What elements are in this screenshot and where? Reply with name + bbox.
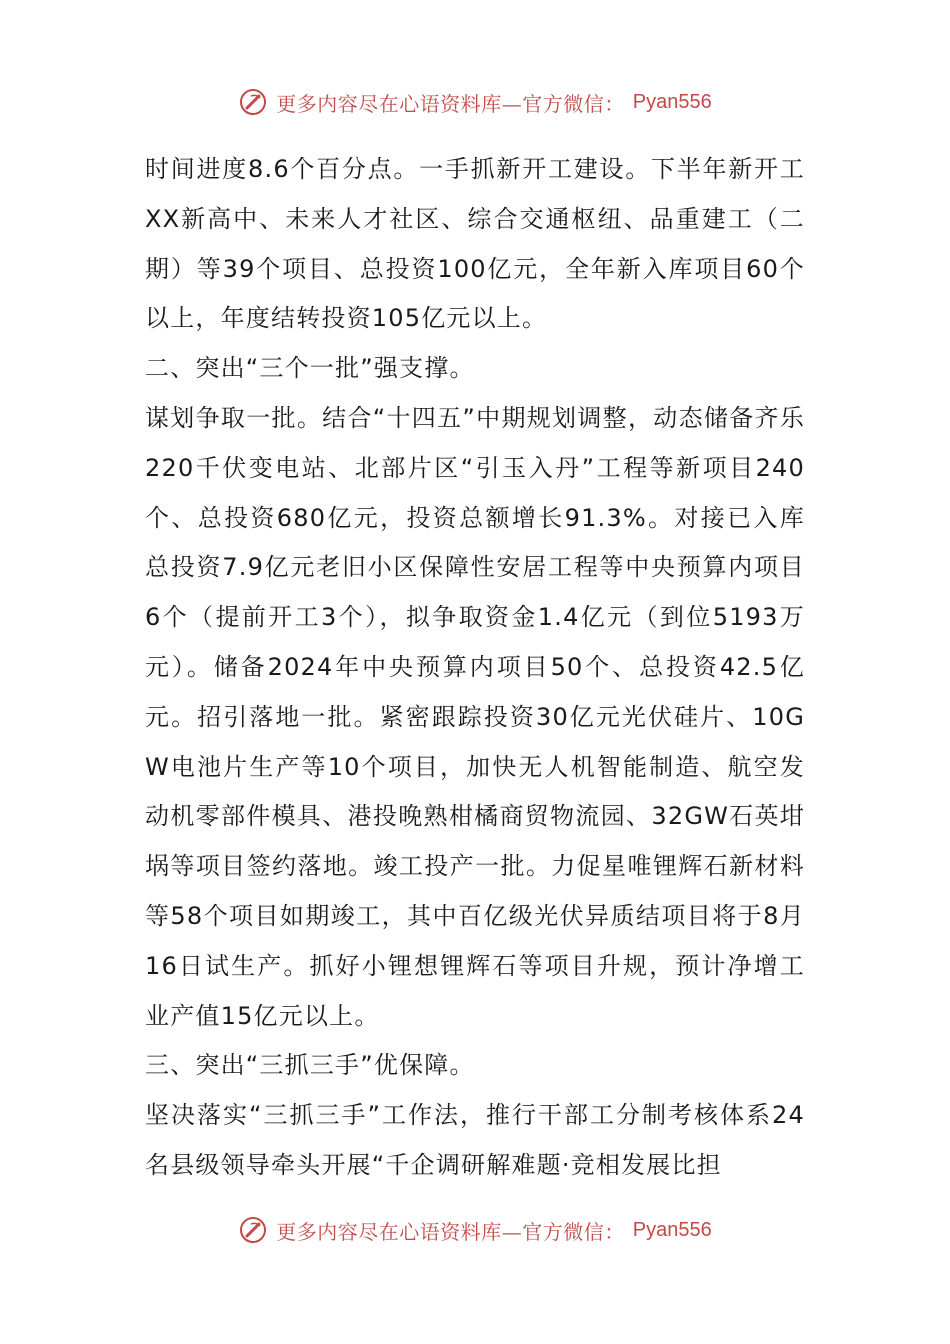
header-banner-handle: Pyan556 [632,90,712,113]
footer-banner-handle: Pyan556 [632,1218,712,1241]
pen-circle-logo-icon [238,87,268,117]
header-banner-text: 更多内容尽在心语资料库—官方微信： [276,91,625,116]
section-heading-2: 二、突出“三个一批”强支撑。 [145,354,475,383]
document-body [145,145,805,1191]
header-watermark-banner [0,82,950,122]
paragraph-2: 谋划争取一批。结合“十四五”中期规划调整，动态储备齐乐220千伏变电站、北部片区“引玉入丹”工程等新项目240个、总投资680亿元，投资总额增长91.3%。对接已入库总投资7.9亿元老旧小区保障性安居工程等中央预算内项目6个（提前开工3个），拟争取资金1.4亿元（到位5193万元）。储备2024年中央预算内项目50个、总投资42.5亿元。招引落地一批。紧密跟踪投资30亿元光伏硅片、10GW电池片生产等10个项目，加快无人机智能制造、航空发动机零部件模具、港投晚熟柑橘商贸物流园、32GW石英坩埚等项目签约落地。竣工投产一批。力促星唯锂辉石新材料等58个项目如期竣工，其中百亿级光伏异质结项目将于8月16日试生产。抓好小锂想锂辉石等项目升规，预计净增工业产值15亿元以上。 [145,403,805,1030]
pen-circle-logo-icon [238,1215,268,1245]
footer-banner-text: 更多内容尽在心语资料库—官方微信： [276,1219,625,1244]
section-heading-3: 三、突出“三抓三手”优保障。 [145,1051,475,1080]
paragraph-3: 坚决落实“三抓三手”工作法，推行干部工分制考核体系24名县级领导牵头开展“千企调研解难题·竞相发展比担 [145,1101,805,1179]
paragraph-1: 时间进度8.6个百分点。一手抓新开工建设。下半年新开工XX新高中、未来人才社区、综合交通枢纽、品重建工（二期）等39个项目、总投资100亿元，全年新入库项目60个以上，年度结转投资105亿元以上。 [145,155,805,333]
footer-watermark-banner [0,1210,950,1250]
